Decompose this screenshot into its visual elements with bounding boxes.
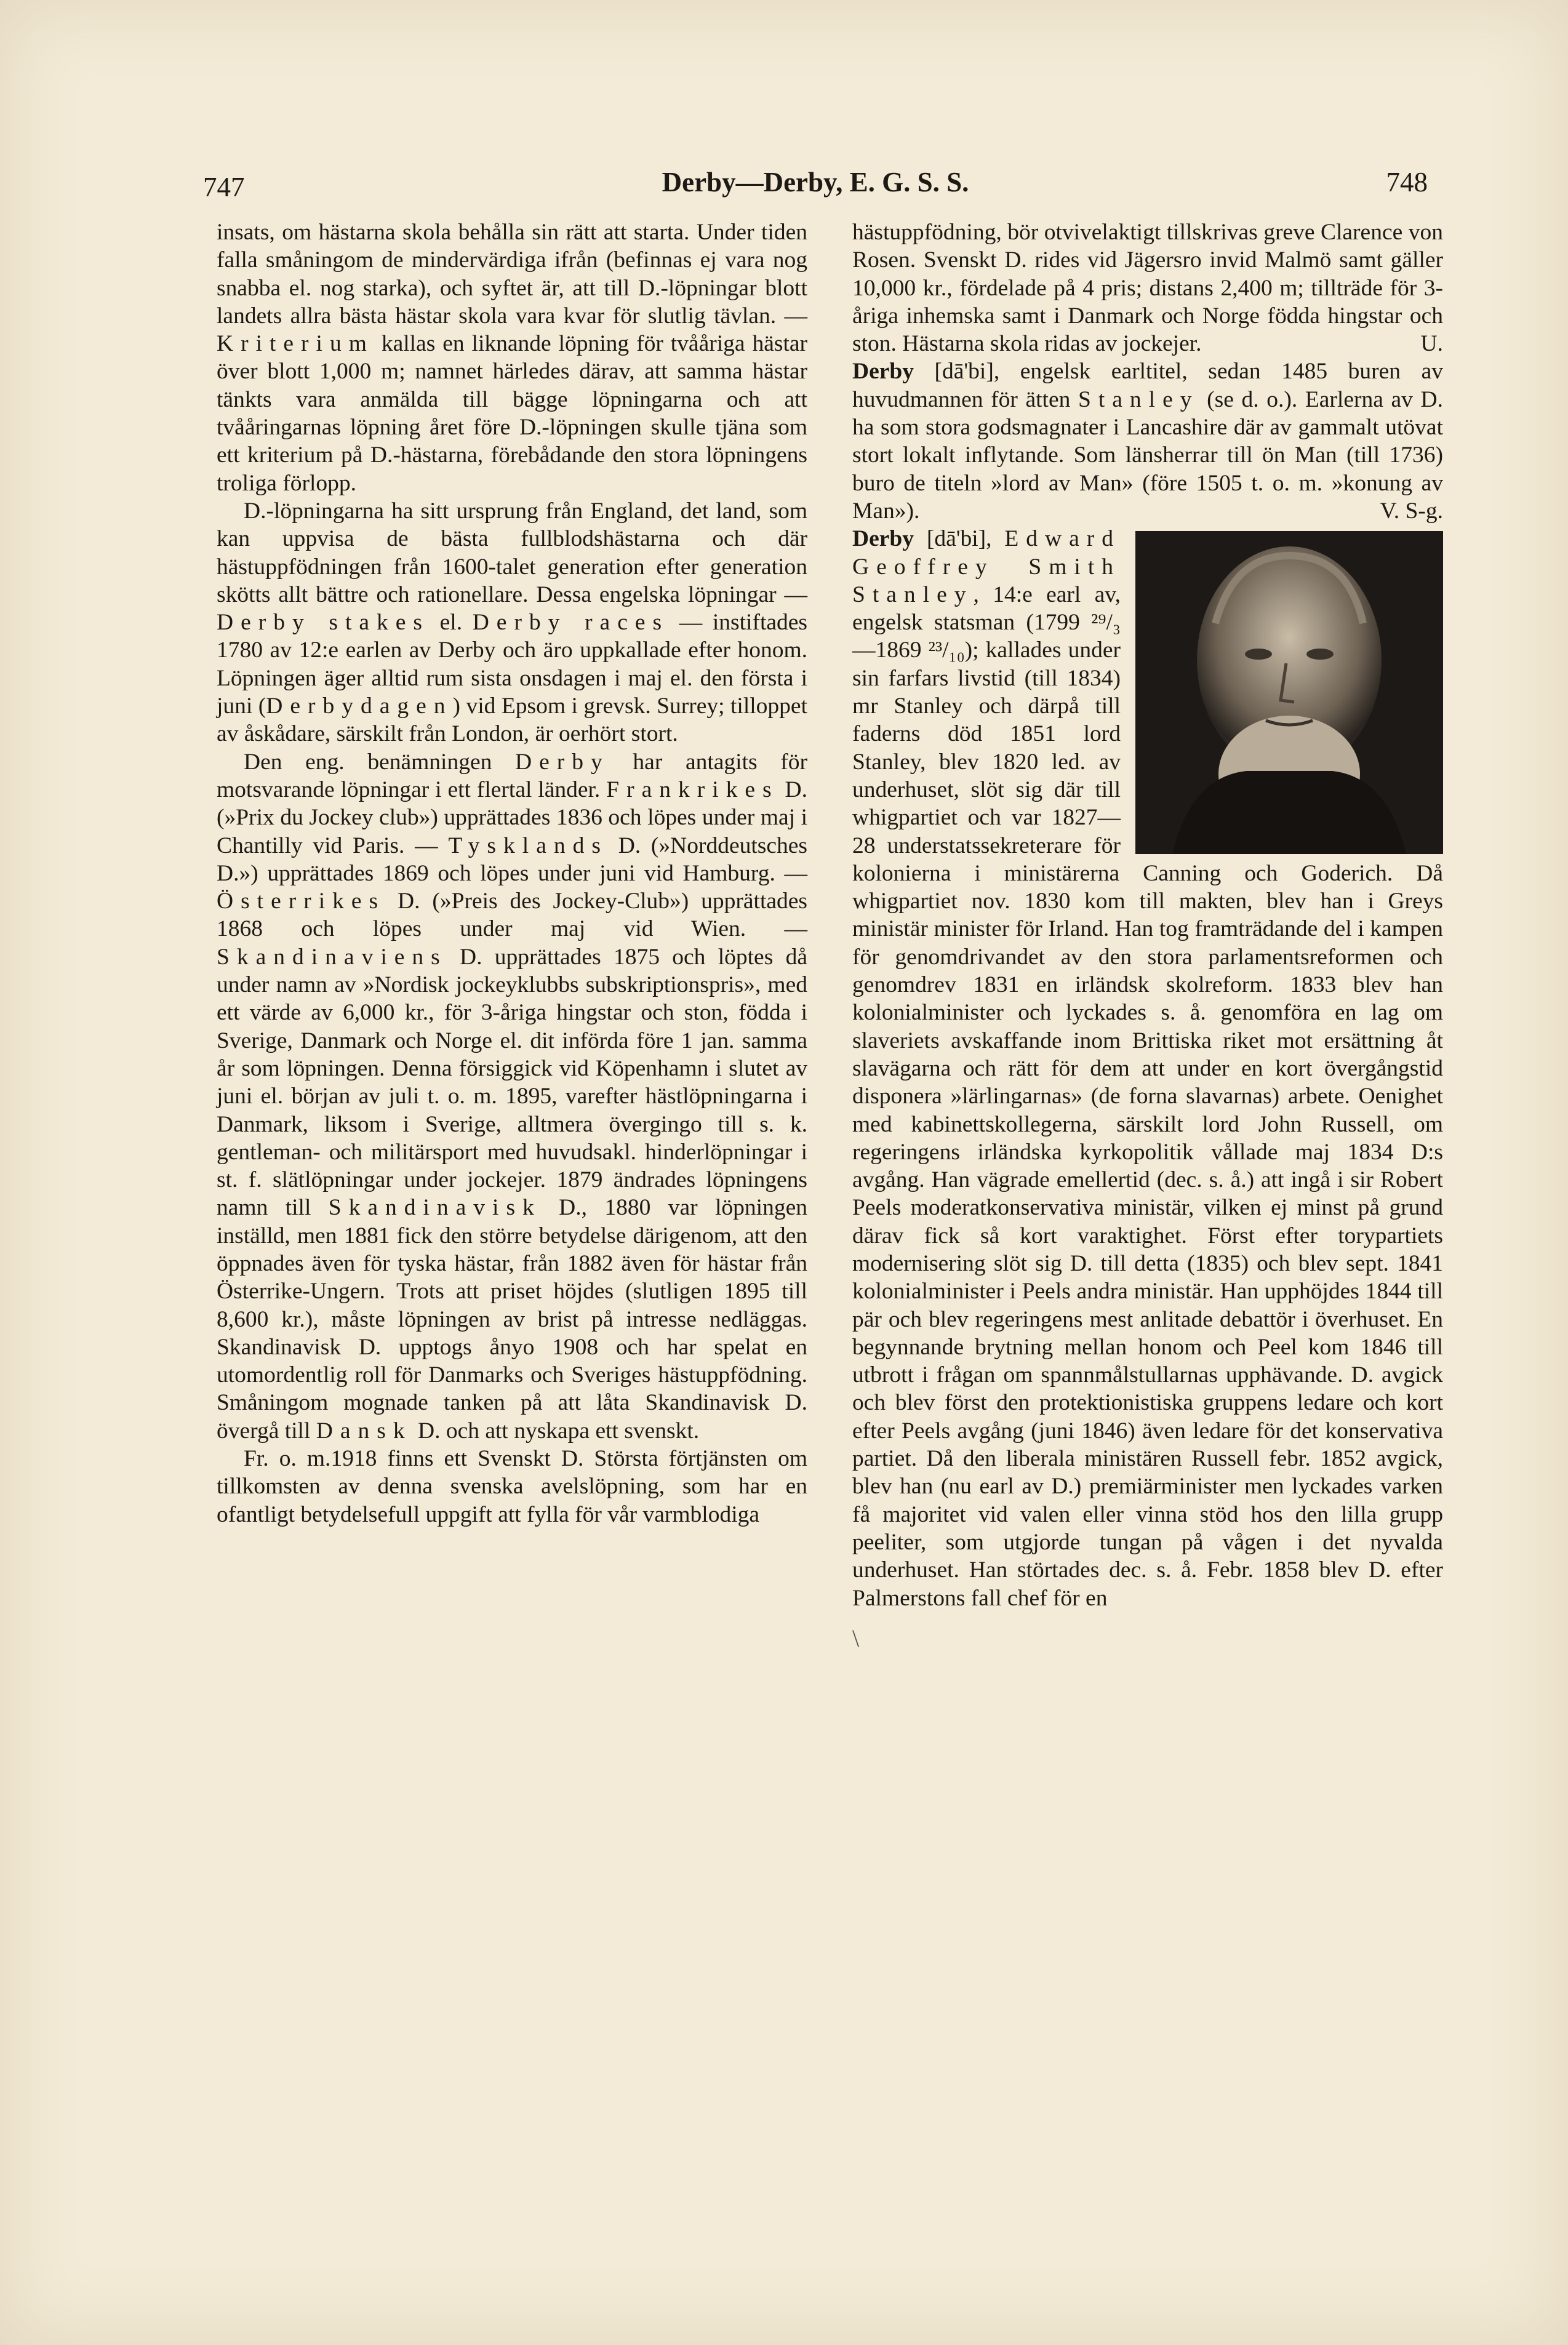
term-skandinavisk: Skandinavisk [328, 1195, 542, 1221]
right-column [852, 218, 1443, 1652]
term-osterrikes: Österrikes [217, 889, 386, 914]
paragraph-swedish-derby-cont: hästuppfödning, bör otvivelaktigt tillskrivas greve Clarence von Rosen. Svenskt D. rides vid Jägersro invid Malmö samt gäller 10,000 kr., fördelade på 4 pris; distans 2,400 m; tillträde för 3-åriga inhemska samt i Danmark och Norge födda hingstar och ston. Hästarna skola ridas av jockejer. U. [852, 218, 1443, 358]
paragraph-other-countries: Den eng. benämningen Derby har antagits för motsvarande löpningar i ett flertal länder. Frankrikes D. (»Prix du Jockey club») upprättades 1836 och löpes under maj i Chantilly vid Paris. — Tysklands D. (»Norddeutsches D.») upprättades 1869 och löpes under juni vid Hamburg. — Österrikes D. (»Preis des Jockey-Club») upprättades 1868 och löpes under maj vid Wien. — Skandinaviens D. upprättades 1875 och löptes då under namn av »Nordisk jockeyklubbs subskriptionspris», med ett värde av 6,000 kr., för 3-åriga hingstar och ston, födda i Sverige, Danmark och Norge el. dit införda före 1 jan. samma år som löpningen. Denna försiggick vid Köpenhamn i slutet av juni el. början av juli t. o. m. 1895, varefter hästlöpningarna i Danmark, liksom i Sverige, alltmera övergingo till s. k. gentleman- och militärsport med huvudsakl. hinderlöpningar i st. f. slätlöpningar under jockejer. 1879 ändrades löpningens namn till Skandinavisk D., 1880 var löpningen inställd, men 1881 fick den större betydelse därigenom, att den öppnades även för tyska hästar, från 1882 även för hästar från Österrike-Ungern. Trots att priset höjdes (slutligen 1895 till 8,600 kr.), måste löpningen av brist på intresse nedläggas. Skandinavisk D. upptogs ånyo 1908 och har spelat en utomordentlig roll för Danmarks och Sveriges hästuppfödning. Småningom mognade tanken på att låta Skandinavisk D. övergå till Dansk D. och att nyskapa ett svenskt. [217, 749, 808, 1444]
running-head: Derby—Derby, E. G. S. S. [662, 167, 969, 198]
term-tysklands: Tysklands [448, 833, 608, 858]
term-stanley: Stanley [1078, 386, 1199, 412]
person-name: Edward Geoffrey Smith Stanley [852, 526, 1121, 607]
paragraph-english-origin: D.-löpningarna ha sitt ursprung från England, det land, som kan uppvisa de bästa fullblodshästarna och där hästuppfödningen från 1600-talet generation efter generation skötts allt bättre och rationellare. Dessa engelska löpningar — Derby stakes el. Derby races — instiftades 1780 av 12:e earlen av Derby och äro uppkallade efter honom. Löpningen äger alltid rum sista onsdagen i maj el. den första i juni (Derbydagen) vid Epsom i grevsk. Surrey; tilloppet av åskådare, särskilt från London, är oerhört stort. [217, 498, 808, 747]
portrait-image [1135, 531, 1443, 854]
term-derby-races: Derby races [472, 610, 670, 636]
entry-edward-stanley: Derby [dā'bi], Edward Geoffrey Smith Stanley, 14:e earl av, engelsk statsman (1799 ²⁹/₃—1869 ²³/₁₀); kallades under sin farfars livstid (till 1834) mr Stanley och därpå till faderns död 1851 lord Stanley, blev 1820 led. av underhuset, slöt sig där till whigpartiet och var 1827—28 understatssekreterare för kolonierna i ministärerna Canning och Goderich. Då whigpartiet nov. 1830 kom till makten, blev han i Greys ministär minister för Irland. Han tog framträdande del i kampen för genomdrivandet av den stora parlamentsreformen och genomdrev 1831 en irländsk skolreform. 1833 blev han kolonialminister och lyckades s. å. genomföra en lag om slaveriets avskaffande inom Brittiska riket mot ersättning åt slavägarna och rätt för dem att under en kort övergångstid disponera »lärlingarnas» (de forna slavarnas) arbete. Oenighet med kabinettskollegerna, särskilt lord John Russell, om regeringens irländska kyrkopolitik vållade maj 1834 D:s avgång. Han vägrade emellertid (dec. s. å.) att ingå i sir Robert Peels moderatkonservativa ministär, vilken ej minst på grund därav fick så kort varaktighet. Först efter torypartiets modernisering slöt sig D. till detta (1835) och blev sept. 1841 kolonialminister i Peels andra ministär. Han upphöjdes 1844 till pär och blev regeringens mest anlitade debattör i överhuset. En begynnande brytning mellan honom och Peel kom 1846 till utbrott i frågan om spannmålstullarnas upphävande. D. avgick och blev först den protektionistiska gruppens ledare och kort efter Peels avgång (juni 1846) även ledare för det konservativa partiet. Då den liberala ministären Russell febr. 1852 avgick, blev han (nu earl av D.) premiärminister men lyckades varken få majoritet vid valen eller vinna stöd hos den lilla grupp peeliter, som utgjorde tungan på vågen i det nyvalda underhuset. Han störtades dec. s. å. Febr. 1858 blev D. efter Palmerstons fall chef för en [852, 526, 1443, 1611]
entry-headword: Derby [852, 526, 914, 552]
portrait-photo [1135, 531, 1443, 854]
term-kriterium: Kriterium [217, 331, 374, 357]
entry-derby-earl-title: Derby [dā'bi], engelsk earltitel, sedan 1485 buren av huvudmannen för ätten Stanley (se d. o.). Earlerna av D. ha som stora godsmagnater i Lancashire där av gammalt utövat stort lokalt inflytande. Som länsherrar till ön Man (till 1736) buro de titeln »lord av Man» (före 1505 t. o. m. »konung av Man»). V. S-g. [852, 358, 1443, 525]
term-skandinaviens: Skandinaviens [217, 944, 447, 970]
page-number-left: 747 [203, 172, 245, 202]
page-number-right: 748 [1386, 167, 1428, 198]
paragraph-swedish-derby: Fr. o. m.1918 finns ett Svenskt D. Största förtjänsten om tillkomsten av denna svenska avelslöpning, som har en ofantligt betydelsefull uppgift att fylla för vår varmblodiga [217, 1446, 807, 1527]
term-derby-stakes: Derby stakes [217, 610, 430, 636]
term-derby: Derby [515, 749, 610, 775]
entry-headword: Derby [852, 359, 914, 385]
page-header [203, 166, 1428, 209]
left-column [217, 218, 807, 1528]
term-frankrikes: Frankrikes [606, 777, 779, 802]
author-signature: V. S-g. [1380, 498, 1443, 524]
author-signature: U. [1420, 331, 1443, 357]
term-dansk: Dansk [316, 1418, 412, 1444]
paragraph-selection-rules: insats, om hästarna skola behålla sin rätt att starta. Under tiden falla småningom de mindervärdiga ifrån (befinnas ej vara nog snabba el. nog starka), och syftet är, att till D.-löpningar blott landets allra bästa hästar skola vara kvar för slutlig tävlan. — Kriterium kallas en liknande löpning för tvååriga hästar över blott 1,000 m; namnet härledes därav, att samma hästar tänkts vara anmälda till bägge löpningarna och att tvååringarnas löpning året före D.-löpningen skulle tjäna som ett kriterium på D.-hästarna, förebådande den stora löpningens troliga förlopp. [217, 220, 807, 496]
term-derbydagen: Derbydagen [266, 693, 453, 719]
end-mark: \ [852, 1624, 860, 1652]
